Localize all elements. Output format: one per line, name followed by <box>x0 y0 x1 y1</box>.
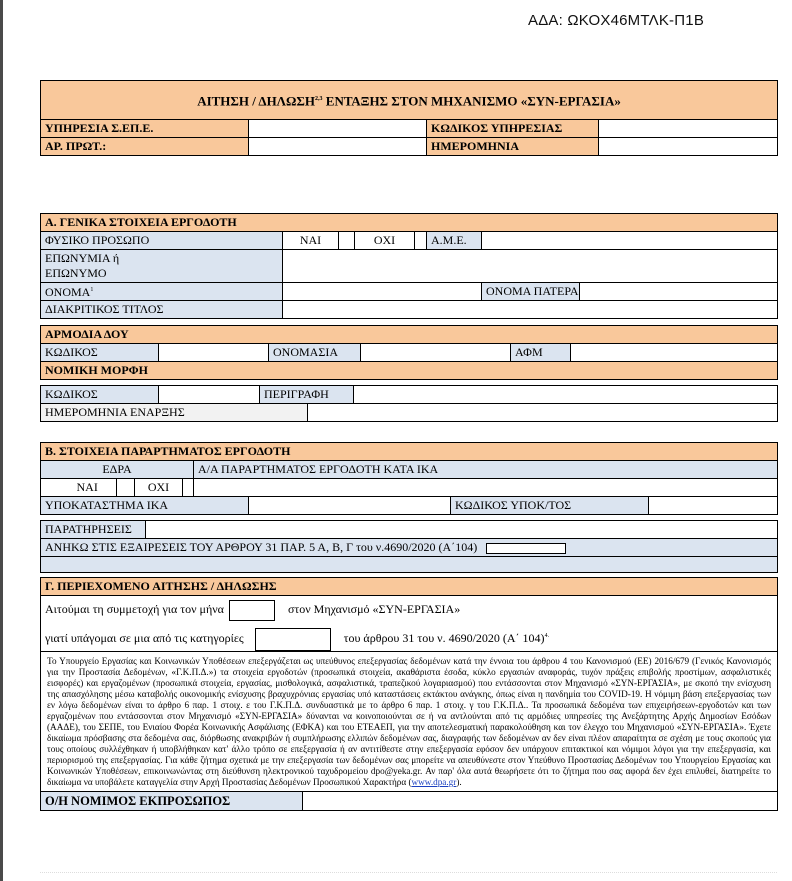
ika-branch-code-field[interactable] <box>649 497 778 515</box>
category-text: γιατί υπάγομαι σε μια από τις κατηγορίες <box>45 631 244 645</box>
legal-form-description-label: ΠΕΡΙΓΡΑΦΗ <box>260 386 354 404</box>
seat-yes-spacer <box>41 479 77 497</box>
legal-form-description-field[interactable] <box>354 386 778 404</box>
ame-field[interactable] <box>482 232 778 250</box>
section-b-extra-table <box>40 520 778 573</box>
legal-form-title: ΝΟΜΙΚΗ ΜΟΡΦΗ <box>41 362 778 380</box>
privacy-notice: Το Υπουργείο Εργασίας και Κοινωνικών Υποθέσεων επεξεργάζεται ως υπεύθυνος επεξεργασίας δεδομένων κατά την έννοια του άρθρου 4 του Κανονισμού (ΕΕ) 2016/679 (Γενικός Κανονισμός για την Προστασία Δεδομένων, «Γ.Κ.Π.Δ.») τα στοιχεία εργοδοτών (προσωπικά στοιχεία, ακαθάριστα έσοδα, κύκλο εργασιών αναφοράς, τυχόν πράξεις επιβολής προστίμων, ασφαλιστικές εισφορές) και εργαζομένων (προσωπικά στοιχεία, εργασίας, μισθολογικά, ασφαλιστικά, τραπεζικού λογαριασμού) που εντάσσονται στον Μηχανισμό «ΣΥΝ-ΕΡΓΑΣΙΑ», με σκοπό την ενίσχυση της απασχόλησης μέσω καταβολής οικονομικής ενίσχυσης βραχυχρόνιας εργασίας υπό καταστάσεις εκτάκτου ανάγκης, όπως είναι η πανδημία του COVID-19. Η νόμιμη βάση επεξεργασίας των εν λόγω δεδομένων είναι το άρθρο 6 παρ. 1 στοιχ. ε του Γ.Κ.Π.Δ. συνδυαστικά με το άρθρο 6 παρ. 1 στοιχ. γ του Γ.Κ.Π.Δ.. Τα προσωπικά δεδομένα των επιχειρήσεων-εργοδοτών και των εργαζομένων που εντάσσονται στον Μηχανισμό «ΣΥΝ-ΕΡΓΑΣΙΑ» δύνανται να κοινοποιούνται σε ή να αντλούνται από τις αρμόδιες υπηρεσίες της Ανεξάρτητης Αρχής Δημοσίων Εσόδων (ΑΑΔΕ), του ΣΕΠΕ, του Ενιαίου Φορέα Κοινωνικής Ασφάλισης (ΕΦΚΑ) και του ΕΤΕΑΕΠ, για την αποτελεσματική παρακολούθηση και τον έλεγχο του Μηχανισμού «ΣΥΝ-ΕΡΓΑΣΙΑ». Έχετε δικαίωμα πρόσβασης στα δεδομένα σας, διόρθωσης ανακριβών ή συμπλήρωσης ελλιπών δεδομένων σας, διαγραφής των δεδομένων αν δεν είναι πλέον απαραίτητα σε σχέση με τους σκοπούς για τους οποίους συλλέχθηκαν ή υποβλήθηκαν κατ' άλλο τρόπο σε επεξεργασία ή αν αντιτίθεστε στην επεξεργασία εφόσον δεν υπάρχουν επιτακτικοί και νόμιμοι λόγοι για την επεξεργασία, και περιορισμού της επεξεργασίας. Για κάθε ζήτημα σχετικά με την επεξεργασία των δεδομένων σας μπορείτε να απευθύνεστε στον Υπεύθυνο Προστασίας Δεδομένων του Υπουργείου Εργασίας και Κοινωνικών Υποθέσεων, επικοινωνώντας στη διεύθυνση ηλεκτρονικού ταχυδρομείου dpo@yeka.gr. Αν παρ' όλα αυτά θεωρήσετε ότι το ζήτημα που σας αφορά δεν έχει επιλυθεί, διατηρείτε το δικαίωμα να υποβάλετε καταγγελία στην Αρχή Προστασίας Δεδομένων Προσωπικού Χαρακτήρα (www.dpa.gr). <box>41 652 778 792</box>
start-date-label: ΗΜΕΡΟΜΗΝΙΑ ΕΝΑΡΞΗΣ <box>41 404 308 422</box>
ika-branch-label: ΥΠΟΚΑΤΑΣΤΗΜΑ ΙΚΑ <box>41 497 249 515</box>
first-name-label: ΟΝΟΜΑ$^1$ <box>41 283 283 301</box>
trade-title-label: ΔΙΑΚΡΙΤΙΚΟΣ ΤΙΤΛΟΣ <box>41 301 283 319</box>
date-field[interactable] <box>599 138 778 156</box>
tax-office-name-field[interactable] <box>361 344 511 362</box>
seat-yes-label: ΝΑΙ <box>77 479 117 497</box>
natural-person-no-label: ΟΧΙ <box>355 232 415 250</box>
tax-office-code-field[interactable] <box>159 344 269 362</box>
natural-person-yes-label: ΝΑΙ <box>283 232 339 250</box>
tax-office-name-label: ΟΝΟΜΑΣΙΑ <box>269 344 361 362</box>
ika-branch-field[interactable] <box>249 497 451 515</box>
section-b-spacer-row <box>41 557 778 573</box>
header-table <box>40 80 778 156</box>
branch-number-field[interactable] <box>194 479 778 497</box>
afm-field[interactable] <box>571 344 778 362</box>
service-label: ΥΠΗΡΕΣΙΑ Σ.ΕΠ.Ε. <box>41 120 249 138</box>
next-page-text-faint <box>40 872 777 879</box>
first-name-field[interactable] <box>283 283 482 301</box>
date-label: ΗΜΕΡΟΜΗΝΙΑ <box>427 138 599 156</box>
legal-form-code-field[interactable] <box>159 386 260 404</box>
service-code-label: ΚΩΔΙΚΟΣ ΥΠΗΡΕΣΙΑΣ <box>427 120 599 138</box>
section-a-tax-table <box>40 325 778 380</box>
company-name-label: ΕΠΩΝΥΜΙΑ ή ΕΠΩΝΥΜΟ <box>41 250 283 283</box>
form-title: ΑΙΤΗΣΗ / ΔΗΛΩΣΗ$^{2,3}$ ΕΝΤΑΞΗΣ ΣΤΟΝ ΜΗΧΑΝΙΣΜΟ «ΣΥΝ-ΕΡΓΑΣΙΑ» <box>41 81 778 120</box>
exceptions-label: ΑΝΗΚΩ ΣΤΙΣ ΕΞΑΙΡΕΣΕΙΣ ΤΟΥ ΑΡΘΡΟΥ 31 ΠΑΡ. 5 Α, Β, Γ του ν.4690/2020 (Α΄104) <box>45 540 478 554</box>
section-c-title: Γ. ΠΕΡΙΕΧΟΜΕΝΟ ΑΙΤΗΣΗΣ / ΔΗΛΩΣΗΣ <box>41 578 778 596</box>
month-request-text: Αιτούμαι τη συμμετοχή για τον μήνα <box>45 602 224 616</box>
natural-person-label: ΦΥΣΙΚΟ ΠΡΟΣΩΠΟ <box>41 232 283 250</box>
ada-code: ΑΔΑ: ΩΚΟΧ46ΜΤΛΚ-Π1Β <box>528 12 705 29</box>
legal-form-code-label: ΚΩΔΙΚΟΣ <box>41 386 159 404</box>
tax-office-code-label: ΚΩΔΙΚΟΣ <box>41 344 159 362</box>
section-b-table <box>40 442 778 515</box>
company-name-field[interactable] <box>283 250 778 283</box>
afm-label: ΑΦΜ <box>511 344 571 362</box>
mechanism-text: στον Μηχανισμό «ΣΥΝ-ΕΡΓΑΣΙΑ» <box>287 602 461 616</box>
remarks-field[interactable] <box>146 521 778 539</box>
seat-no-label: ΟΧΙ <box>135 479 183 497</box>
ame-label: Α.Μ.Ε. <box>427 232 482 250</box>
service-code-field[interactable] <box>599 120 778 138</box>
seat-label: ΕΔΡΑ <box>41 461 194 479</box>
protocol-number-field[interactable] <box>249 138 427 156</box>
section-b-title: Β. ΣΤΟΙΧΕΙΑ ΠΑΡΑΡΤΗΜΑΤΟΣ ΕΡΓΟΔΟΤΗ <box>41 443 778 461</box>
month-field[interactable] <box>229 600 275 621</box>
ika-branch-code-label: ΚΩΔΙΚΟΣ ΥΠΟΚ/ΤΟΣ <box>451 497 649 515</box>
exceptions-checkbox[interactable] <box>486 543 566 554</box>
viewer-left-edge <box>0 0 3 881</box>
seat-no-checkbox[interactable] <box>183 479 194 497</box>
father-name-field[interactable] <box>580 283 778 301</box>
section-a-legal-table <box>40 385 778 422</box>
father-name-label: ΟΝΟΜΑ ΠΑΤΕΡΑ <box>482 283 580 301</box>
section-c-table <box>40 577 778 811</box>
trade-title-field[interactable] <box>283 301 778 319</box>
tax-office-title: ΑΡΜΟΔΙΑ ΔΟΥ <box>41 326 778 344</box>
exceptions-row <box>41 539 778 557</box>
remarks-label: ΠΑΡΑΤΗΡΗΣΕΙΣ <box>41 521 146 539</box>
natural-person-yes-checkbox[interactable] <box>339 232 355 250</box>
natural-person-no-checkbox[interactable] <box>415 232 427 250</box>
service-field[interactable] <box>249 120 427 138</box>
legal-representative-label: Ο/Η ΝΟΜΙΜΟΣ ΕΚΠΡΟΣΩΠΟΣ <box>41 792 303 811</box>
section-a-table <box>40 213 778 319</box>
legal-representative-field[interactable] <box>303 792 778 811</box>
request-content <box>41 596 778 652</box>
start-date-field[interactable] <box>308 404 778 422</box>
dpa-link[interactable]: www.dpa.gr <box>411 777 457 787</box>
section-a-title: Α. ΓΕΝΙΚΑ ΣΤΟΙΧΕΙΑ ΕΡΓΟΔΟΤΗ <box>41 214 778 232</box>
category-field[interactable] <box>255 628 331 651</box>
branch-number-label: Α/Α ΠΑΡΑΡΤΗΜΑΤΟΣ ΕΡΓΟΔΟΤΗ ΚΑΤΑ ΙΚΑ <box>194 461 778 479</box>
protocol-number-label: ΑΡ. ΠΡΩΤ.: <box>41 138 249 156</box>
law-article-text: του άρθρου 31 του ν. 4690/2020 (Α΄ 104)$^{4.}$ <box>343 631 550 645</box>
seat-yes-checkbox[interactable] <box>117 479 135 497</box>
